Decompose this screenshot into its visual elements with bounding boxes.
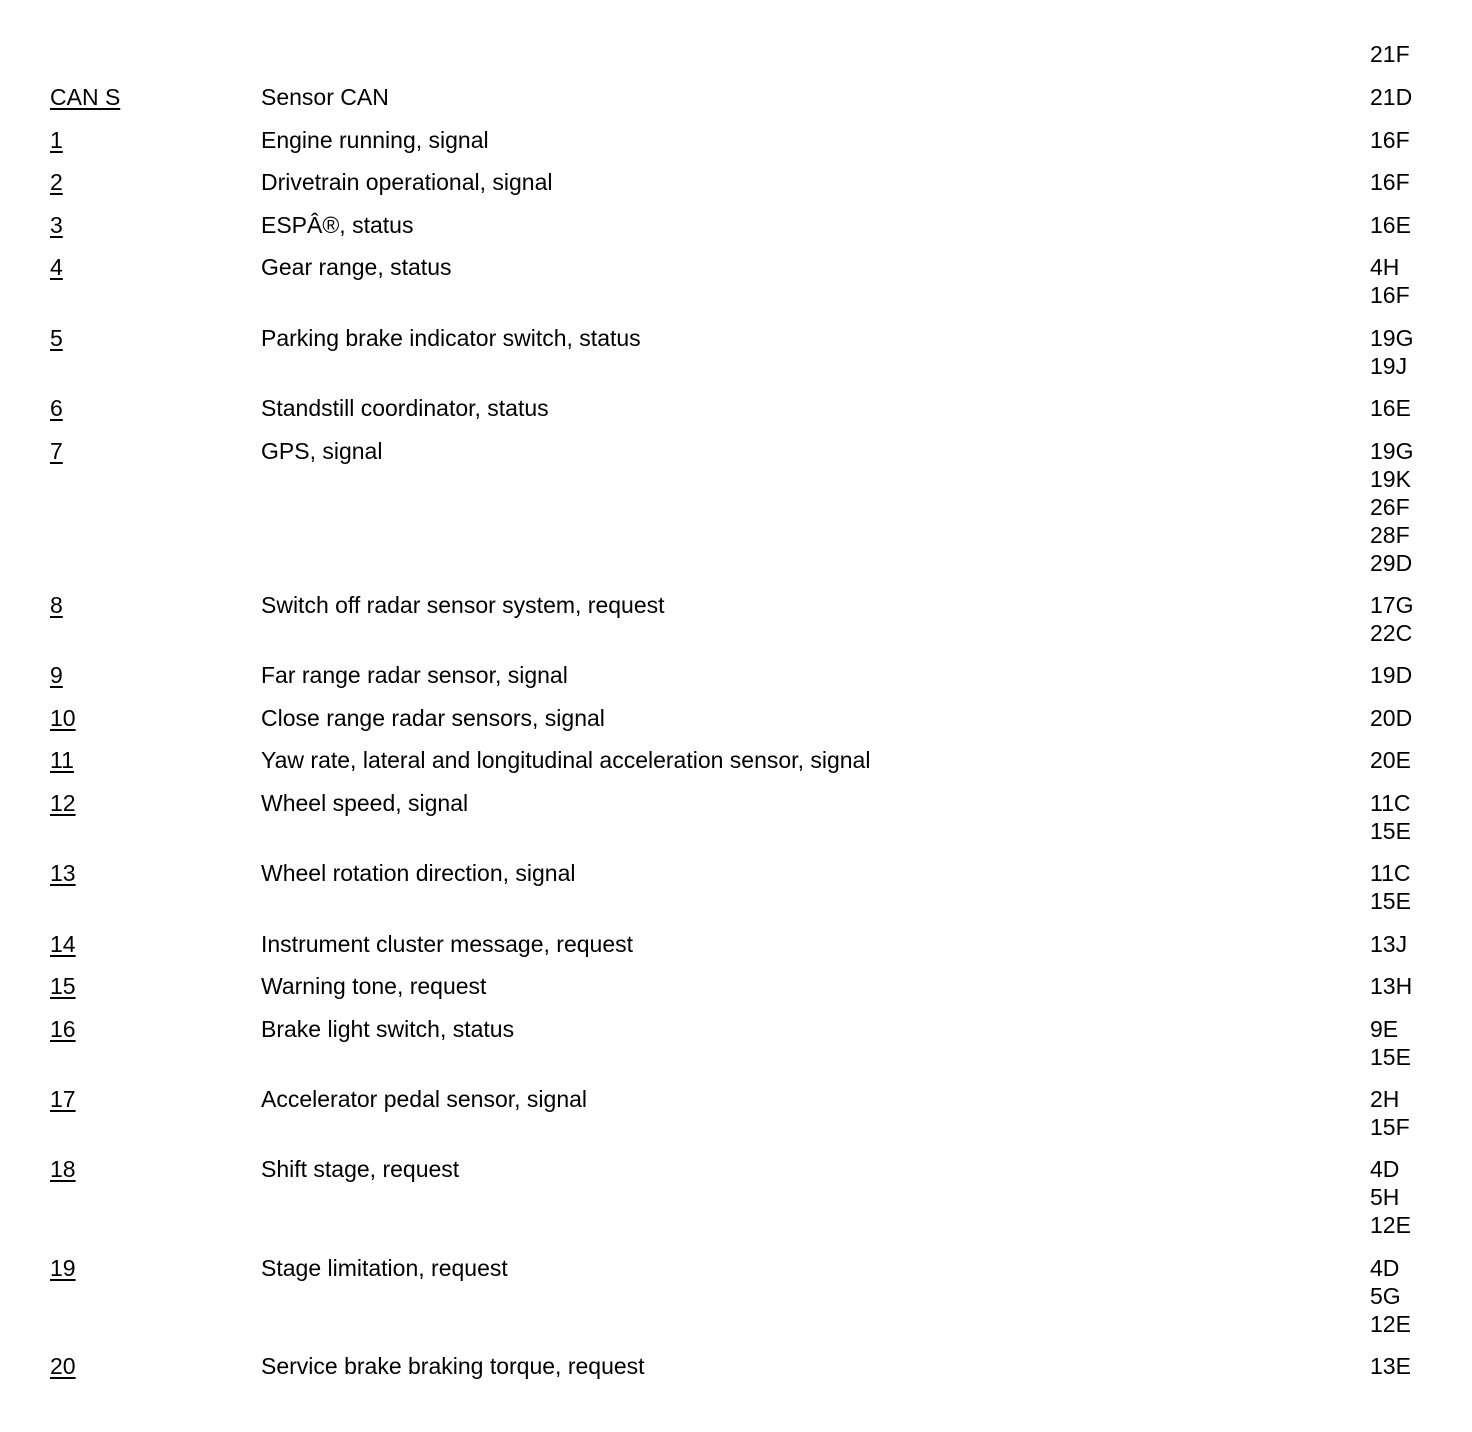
ref: 16F bbox=[1370, 282, 1410, 308]
item-description: Standstill coordinator, status bbox=[261, 395, 549, 421]
item-description: Service brake braking torque, request bbox=[261, 1353, 645, 1379]
ref: 5G bbox=[1370, 1283, 1401, 1309]
ref: 5H bbox=[1370, 1184, 1400, 1210]
ref: 16F bbox=[1370, 127, 1410, 153]
item-description: GPS, signal bbox=[261, 438, 383, 464]
refs-column bbox=[1370, 1352, 1411, 1380]
top-ref: 21F bbox=[1370, 41, 1410, 67]
refs-column bbox=[1370, 211, 1411, 239]
refs-column bbox=[1370, 661, 1412, 689]
ref: 15E bbox=[1370, 818, 1411, 844]
ref: 12E bbox=[1370, 1311, 1411, 1337]
item-code-link[interactable]: 20 bbox=[50, 1353, 76, 1379]
item-description: Shift stage, request bbox=[261, 1156, 460, 1182]
ref: 9E bbox=[1370, 1016, 1399, 1042]
ref: 20D bbox=[1370, 705, 1413, 731]
ref: 19G bbox=[1370, 438, 1414, 464]
item-code-link[interactable]: 16 bbox=[50, 1016, 76, 1042]
item-code-link[interactable]: 13 bbox=[50, 860, 76, 886]
ref: 19D bbox=[1370, 662, 1413, 688]
item-code-link[interactable]: 7 bbox=[50, 438, 63, 464]
refs-column bbox=[1370, 1015, 1411, 1071]
ref: 19J bbox=[1370, 353, 1408, 379]
item-code-link[interactable]: 3 bbox=[50, 212, 63, 238]
item-description: Gear range, status bbox=[261, 254, 452, 280]
ref: 21D bbox=[1370, 84, 1413, 110]
refs-column bbox=[1370, 437, 1413, 577]
item-code-link[interactable]: 9 bbox=[50, 662, 63, 688]
header-code-link[interactable]: CAN S bbox=[50, 84, 121, 110]
ref: 19G bbox=[1370, 325, 1414, 351]
item-code-link[interactable]: 11 bbox=[50, 747, 74, 773]
refs-column bbox=[1370, 1155, 1411, 1239]
refs-column bbox=[1370, 126, 1410, 154]
item-description: Stage limitation, request bbox=[261, 1255, 508, 1281]
ref: 20E bbox=[1370, 747, 1411, 773]
refs-column bbox=[1370, 1085, 1410, 1141]
refs-column bbox=[1370, 40, 1410, 68]
ref: 15E bbox=[1370, 888, 1411, 914]
ref: 29D bbox=[1370, 550, 1413, 576]
item-description: Wheel speed, signal bbox=[261, 790, 469, 816]
refs-column bbox=[1370, 168, 1410, 196]
ref: 4D bbox=[1370, 1255, 1400, 1281]
ref: 16E bbox=[1370, 395, 1411, 421]
item-code-link[interactable]: 14 bbox=[50, 931, 76, 957]
refs-column bbox=[1370, 1254, 1411, 1338]
item-description: Yaw rate, lateral and longitudinal acceleration sensor, signal bbox=[261, 747, 871, 773]
refs-column bbox=[1370, 789, 1411, 845]
ref: 13E bbox=[1370, 1353, 1411, 1379]
ref: 4H bbox=[1370, 254, 1400, 280]
refs-column bbox=[1370, 704, 1412, 732]
item-code-link[interactable]: 15 bbox=[50, 973, 76, 999]
item-code-link[interactable]: 10 bbox=[50, 705, 76, 731]
item-code-link[interactable]: 18 bbox=[50, 1156, 76, 1182]
item-description: Parking brake indicator switch, status bbox=[261, 325, 641, 351]
item-description: Far range radar sensor, signal bbox=[261, 662, 568, 688]
ref: 19K bbox=[1370, 466, 1411, 492]
refs-column bbox=[1370, 930, 1407, 958]
item-description: Drivetrain operational, signal bbox=[261, 169, 553, 195]
ref: 22C bbox=[1370, 620, 1413, 646]
item-code-link[interactable]: 4 bbox=[50, 254, 63, 280]
header-description: Sensor CAN bbox=[261, 84, 389, 110]
refs-column bbox=[1370, 972, 1412, 1000]
ref: 13J bbox=[1370, 931, 1408, 957]
item-code-link[interactable]: 8 bbox=[50, 592, 63, 618]
item-code-link[interactable]: 12 bbox=[50, 790, 76, 816]
item-description: Switch off radar sensor system, request bbox=[261, 592, 665, 618]
ref: 4D bbox=[1370, 1156, 1400, 1182]
item-code-link[interactable]: 19 bbox=[50, 1255, 76, 1281]
item-description: Warning tone, request bbox=[261, 973, 487, 999]
ref: 13H bbox=[1370, 973, 1413, 999]
ref: 17G bbox=[1370, 592, 1414, 618]
item-description: Instrument cluster message, request bbox=[261, 931, 633, 957]
item-description: Wheel rotation direction, signal bbox=[261, 860, 576, 886]
item-code-link[interactable]: 2 bbox=[50, 169, 63, 195]
refs-column bbox=[1370, 83, 1412, 111]
refs-column bbox=[1370, 394, 1411, 422]
refs-column bbox=[1370, 591, 1413, 647]
ref: 28F bbox=[1370, 522, 1410, 548]
ref: 26F bbox=[1370, 494, 1410, 520]
item-description: Engine running, signal bbox=[261, 127, 489, 153]
ref: 15F bbox=[1370, 1114, 1410, 1140]
item-code-link[interactable]: 6 bbox=[50, 395, 63, 421]
item-code-link[interactable]: 5 bbox=[50, 325, 63, 351]
item-code-link[interactable]: 17 bbox=[50, 1086, 76, 1112]
refs-column bbox=[1370, 746, 1411, 774]
ref: 2H bbox=[1370, 1086, 1400, 1112]
ref: 11C bbox=[1370, 860, 1411, 886]
item-description: Brake light switch, status bbox=[261, 1016, 515, 1042]
ref: 15E bbox=[1370, 1044, 1411, 1070]
item-description: Close range radar sensors, signal bbox=[261, 705, 605, 731]
item-description: ESPÂ®, status bbox=[261, 212, 414, 238]
refs-column bbox=[1370, 324, 1413, 380]
item-description: Accelerator pedal sensor, signal bbox=[261, 1086, 588, 1112]
ref: 12E bbox=[1370, 1212, 1411, 1238]
ref: 16E bbox=[1370, 212, 1411, 238]
ref: 16F bbox=[1370, 169, 1410, 195]
item-code-link[interactable]: 1 bbox=[50, 127, 63, 153]
refs-column bbox=[1370, 253, 1410, 309]
ref: 11C bbox=[1370, 790, 1411, 816]
refs-column bbox=[1370, 859, 1411, 915]
